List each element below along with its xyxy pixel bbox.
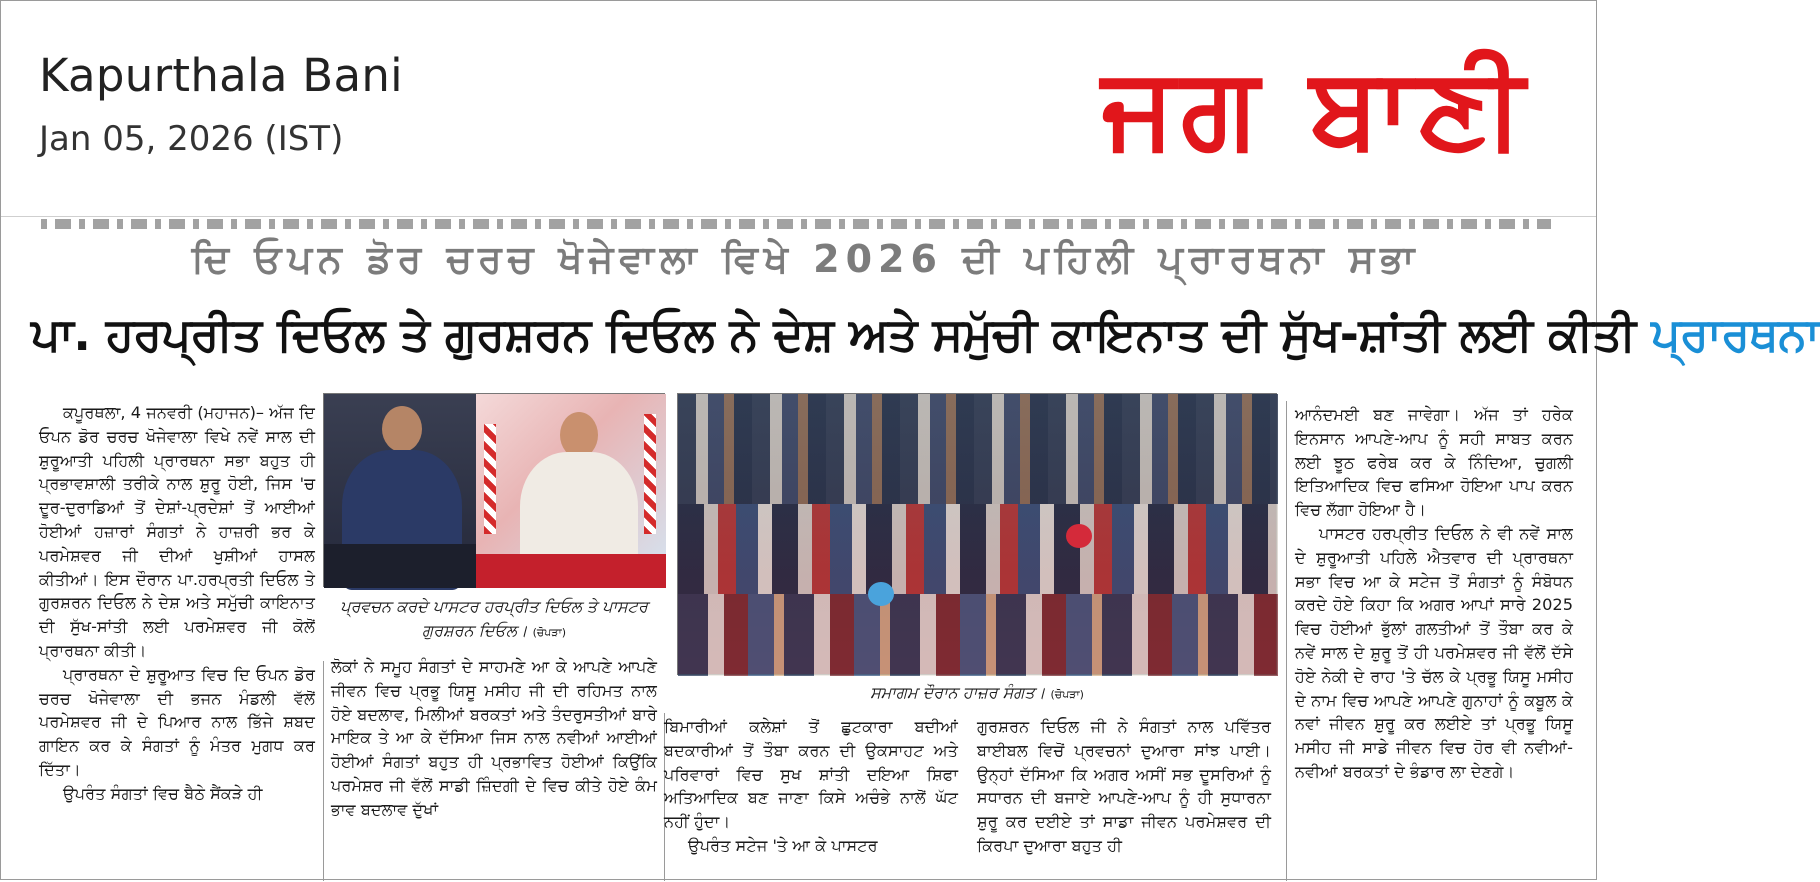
column-2-paragraph: ਲੋਕਾਂ ਨੇ ਸਮੂਹ ਸੰਗਤਾਂ ਦੇ ਸਾਹਮਣੇ ਆ ਕੇ ਆਪਣੇ ਆਪਣੇ ਜੀਵਨ ਵਿਚ ਪ੍ਰਭੂ ਯਿਸੂ ਮਸੀਹ ਜੀ ਦੀ ਰਹਿਮਤ ਨਾਲ ਹੋਏ ਬਦਲਾਵ, ਮਿਲੀਆਂ ਬਰਕਤਾਂ ਅਤੇ ਤੰਦਰੁਸਤੀਆਂ ਬਾਰੇ ਮਾਇਕ ਤੇ ਆ ਕੇ ਦੱਸਿਆ ਜਿਸ ਨਾਲ ਨਵੀਆਂ ਆਈਆਂ ਹੋਈਆਂ ਸੰਗਤਾਂ ਬਹੁਤ ਹੀ ਪ੍ਰਭਾਵਿਤ ਹੋਈਆਂ ਕਿਉਂਕਿ ਪਰਮੇਸ਼ਰ ਜੀ ਵੱਲੋਂ ਸਾਡੀ ਜ਼ਿੰਦਗੀ ਦੇ ਵਿਚ ਕੀਤੇ ਹੋਏ ਕੰਮ ਭਾਵ ਬਦਲਾਵ ਦੁੱਖਾਂ bbox=[331, 657, 657, 819]
article-headline bbox=[31, 291, 1820, 377]
photo-2-caption bbox=[677, 681, 1277, 707]
speaker-male-head bbox=[382, 406, 422, 452]
edition-title: Kapurthala Bani bbox=[39, 49, 403, 102]
headline-highlight: ਪ੍ਰਾਰਥਨਾ bbox=[1651, 307, 1820, 361]
column-4-paragraph: ਗੁਰਸ਼ਰਨ ਦਿਓਲ ਜੀ ਨੇ ਸੰਗਤਾਂ ਨਾਲ ਪਵਿੱਤਰ ਬਾਈਬਲ ਵਿਚੋਂ ਪ੍ਰਵਚਨਾਂ ਦੁਆਰਾ ਸਾਂਝ ਪਾਈ। ਉਨ੍ਹਾਂ ਦੱਸਿਆ ਕਿ ਅਗਰ ਅਸੀਂ ਸਭ ਦੂਸਰਿਆਂ ਨੂੰ ਸਧਾਰਨ ਦੀ ਬਜਾਏ ਆਪਣੇ-ਆਪ ਨੂੰ ਹੀ ਸੁਧਾਰਨਾ ਸ਼ੁਰੂ ਕਰ ਦਈਏ ਤਾਂ ਸਾਡਾ ਜੀਵਨ ਪਰਮੇਸ਼ਵਰ ਦੀ ਕਿਰਪਾ ਦੁਆਰਾ ਬਹੁਤ ਹੀ bbox=[977, 717, 1271, 855]
clipping-header bbox=[1, 1, 1596, 217]
podium bbox=[324, 544, 476, 588]
column-5-paragraph-2: ਪਾਸਟਰ ਹਰਪ੍ਰੀਤ ਦਿਓਲ ਨੇ ਵੀ ਨਵੇਂ ਸਾਲ ਦੇ ਸ਼ੁਰੂਆਤੀ ਪਹਿਲੇ ਐਤਵਾਰ ਦੀ ਪ੍ਰਾਰਥਨਾ ਸਭਾ ਵਿਚ ਆ ਕੇ ਸਟੇਜ ਤੋਂ ਸੰਗਤਾਂ ਨੂੰ ਸੰਬੋਧਨ ਕਰਦੇ ਹੋਏ ਕਿਹਾ ਕਿ ਅਗਰ ਆਪਾਂ ਸਾਰੇ 2025 ਵਿਚ ਹੋਈਆਂ ਭੁੱਲਾਂ ਗਲਤੀਆਂ ਤੋਂ ਤੌਬਾ ਕਰ ਕੇ ਨਵੇਂ ਸਾਲ ਦੇ ਸ਼ੁਰੂ ਤੋਂ ਹੀ ਪਰਮੇਸ਼ਵਰ ਜੀ ਵੱਲੋਂ ਦੱਸੇ ਹੋਏ ਨੇਕੀ ਦੇ ਰਾਹ 'ਤੇ ਚੱਲ ਕੇ ਪ੍ਰਭੂ ਯਿਸੂ ਮਸੀਹ ਦੇ ਨਾਮ ਵਿਚ ਆਪਣੇ ਆਪਣੇ ਗੁਨਾਹਾਂ ਨੂੰ ਕਬੂਲ ਕੇ ਨਵਾਂ ਜੀਵਨ ਸ਼ੁਰੂ ਕਰ ਲਈਏ ਤਾਂ ਪ੍ਰਭੂ ਯਿਸੂ ਮਸੀਹ ਜੀ ਸਾਡੇ ਜੀਵਨ ਵਿਚ ਹੋਰ ਵੀ ਨਵੀਆਂ-ਨਵੀਆਂ ਬਰਕਤਾਂ ਦੇ ਭੰਡਾਰ ਲਾ ਦੇਣਗੇ। bbox=[1295, 523, 1573, 781]
photo-1-caption bbox=[331, 595, 657, 645]
article-column-3 bbox=[664, 715, 958, 881]
stage-red-base bbox=[476, 554, 666, 588]
clipping-cut-line bbox=[41, 219, 1551, 229]
photo-pastors-speaking bbox=[323, 393, 665, 587]
photo-1-caption-text: ਪ੍ਰਵਚਨ ਕਰਦੇ ਪਾਸਟਰ ਹਰਪ੍ਰੀਤ ਦਿਓਲ ਤੇ ਪਾਸਟਰ ਗੁਰਸ਼ਰਨ ਦਿਓਲ। bbox=[340, 597, 648, 640]
photo-2-caption-text: ਸਮਾਗਮ ਦੌਰਾਨ ਹਾਜ਼ਰ ਸੰਗਤ। bbox=[870, 683, 1046, 702]
crowd-middle-rows bbox=[678, 504, 1278, 594]
article-column-4 bbox=[977, 715, 1271, 881]
photo-2-credit: (ਚੋਪੜਾ) bbox=[1050, 688, 1084, 701]
article-kicker: ਦਿ ਓਪਨ ਡੋਰ ਚਰਚ ਖੋਜੇਵਾਲਾ ਵਿਖੇ 2026 ਦੀ ਪਹਿਲੀ ਪ੍ਰਾਰਥਨਾ ਸਭਾ bbox=[191, 237, 1421, 281]
column-5-paragraph-1: ਆਨੰਦਮਈ ਬਣ ਜਾਵੇਗਾ। ਅੱਜ ਤਾਂ ਹਰੇਕ ਇਨਸਾਨ ਆਪਣੇ-ਆਪ ਨੂੰ ਸਹੀ ਸਾਬਤ ਕਰਨ ਲਈ ਝੂਠ ਫਰੇਬ ਕਰ ਕੇ ਨਿੰਦਿਆ, ਚੁਗਲੀ ਇਤਿਆਦਿਕ ਵਿਚ ਫਸਿਆ ਹੋਇਆ ਪਾਪ ਕਰਨ ਵਿਚ ਲੱਗਾ ਹੋਇਆ ਹੈ। bbox=[1295, 405, 1573, 520]
newspaper-logo: ਜਗ ਬਾਣੀ bbox=[1101, 43, 1531, 173]
candy-cane-left bbox=[484, 424, 496, 534]
column-rule bbox=[323, 661, 324, 881]
photo-1-credit: (ਚੋਪੜਾ) bbox=[532, 626, 567, 639]
crowd-back-rows bbox=[678, 394, 1278, 504]
column-3-paragraph-2: ਉਪਰੰਤ ਸਟੇਜ 'ਤੇ ਆ ਕੇ ਪਾਸਟਰ bbox=[688, 835, 878, 855]
headline-main: ਪਾ. ਹਰਪ੍ਰੀਤ ਦਿਓਲ ਤੇ ਗੁਰਸ਼ਰਨ ਦਿਓਲ ਨੇ ਦੇਸ਼ ਅਤੇ ਸਮੁੱਚੀ ਕਾਇਨਾਤ ਦੀ ਸੁੱਖ-ਸ਼ਾਂਤੀ ਲਈ ਕੀਤੀ bbox=[31, 307, 1652, 361]
photo-congregation bbox=[677, 393, 1277, 675]
person-blue-turban bbox=[868, 582, 894, 606]
column-1-paragraph-2: ਪ੍ਰਾਰਥਨਾ ਦੇ ਸ਼ੁਰੂਆਤ ਵਿਚ ਦਿ ਓਪਨ ਡੋਰ ਚਰਚ ਖੋਜੇਵਾਲਾ ਦੀ ਭਜਨ ਮੰਡਲੀ ਵੱਲੋਂ ਪਰਮੇਸ਼ਵਰ ਜੀ ਦੇ ਪਿਆਰ ਨਾਲ ਭਿੱਜੇ ਸ਼ਬਦ ਗਾਇਨ ਕਰ ਕੇ ਸੰਗਤਾਂ ਨੂੰ ਮੰਤਰ ਮੁਗਧ ਕਰ ਦਿੱਤਾ। bbox=[39, 664, 315, 779]
column-rule bbox=[1286, 401, 1287, 881]
article-column-2 bbox=[331, 655, 657, 881]
article-column-1 bbox=[39, 401, 315, 881]
person-red-turban bbox=[1066, 524, 1092, 548]
crowd-front-rows bbox=[678, 594, 1278, 676]
column-3-paragraph-1: ਬਿਮਾਰੀਆਂ ਕਲੇਸ਼ਾਂ ਤੋਂ ਛੁਟਕਾਰਾ ਬਦੀਆਂ ਬਦਕਾਰੀਆਂ ਤੋਂ ਤੌਬਾ ਕਰਨ ਦੀ ਉਕਸਾਹਟ ਅਤੇ ਪਰਿਵਾਰਾਂ ਵਿਚ ਸੁਖ ਸ਼ਾਂਤੀ ਦਇਆ ਸ਼ਿਫਾ ਅਤਿਆਦਿਕ ਬਣ ਜਾਣਾ ਕਿਸੇ ਅਚੰਭੇ ਨਾਲੋਂ ਘੱਟ ਨਹੀਂ ਹੁੰਦਾ। bbox=[664, 717, 958, 832]
edition-date: Jan 05, 2026 (IST) bbox=[39, 119, 344, 159]
candy-cane-right bbox=[644, 414, 656, 534]
article-column-5 bbox=[1295, 403, 1573, 881]
column-1-paragraph-3: ਉਪਰੰਤ ਸੰਗਤਾਂ ਵਿਚ ਬੈਠੇ ਸੈਂਕੜੇ ਹੀ bbox=[63, 783, 263, 803]
column-1-paragraph-1: ਕਪੂਰਥਲਾ, 4 ਜਨਵਰੀ (ਮਹਾਜਨ)– ਅੱਜ ਦਿ ਓਪਨ ਡੋਰ ਚਰਚ ਖੋਜੇਵਾਲਾ ਵਿਖੇ ਨਵੇਂ ਸਾਲ ਦੀ ਸ਼ੁਰੂਆਤੀ ਪਹਿਲੀ ਪ੍ਰਾਰਥਨਾ ਸਭਾ ਬਹੁਤ ਹੀ ਪ੍ਰਭਾਵਸ਼ਾਲੀ ਤਰੀਕੇ ਨਾਲ ਸ਼ੁਰੂ ਹੋਈ, ਜਿਸ 'ਚ ਦੂਰ-ਦੁਰਾਡਿਆਂ ਤੋਂ ਦੇਸ਼ਾਂ-ਪ੍ਰਦੇਸ਼ਾਂ ਤੋਂ ਆਈਆਂ ਹੋਈਆਂ ਹਜ਼ਾਰਾਂ ਸੰਗਤਾਂ ਨੇ ਹਾਜ਼ਰੀ ਭਰ ਕੇ ਪਰਮੇਸ਼ਵਰ ਜੀ ਦੀਆਂ ਖੁਸ਼ੀਆਂ ਹਾਸਲ ਕੀਤੀਆਂ। ਇਸ ਦੌਰਾਨ ਪਾ.ਹਰਪ੍ਰਤੀ ਦਿਓਲ ਤੇ ਗੁਰਸ਼ਰਨ ਦਿਓਲ ਨੇ ਦੇਸ਼ ਅਤੇ ਸਮੁੱਚੀ ਕਾਇਨਾਤ ਦੀ ਸੁੱਖ-ਸਾਂਤੀ ਲਈ ਪਰਮੇਸ਼ਵਰ ਜੀ ਕੋਲੋਂ ਪ੍ਰਾਰਥਨਾ ਕੀਤੀ। bbox=[39, 403, 315, 660]
